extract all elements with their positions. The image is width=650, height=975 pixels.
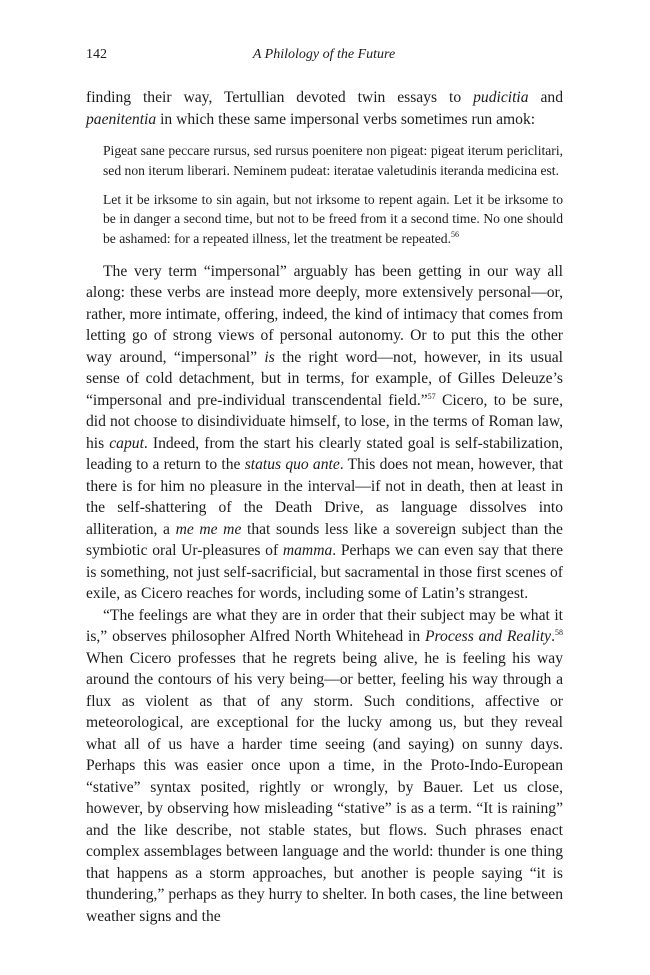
text-run: in which these same impersonal verbs sometimes run amok: xyxy=(156,110,536,128)
italic-term: me me me xyxy=(175,520,242,538)
text-run: . xyxy=(551,628,555,646)
paragraph-whitehead xyxy=(86,605,563,928)
text-run: the right word—not, however, in its usual sense of cold detachment, but in terms, for example, of Gilles Deleuze’s “impersonal and pre-individual transcendental field.” xyxy=(86,348,563,409)
italic-term: is xyxy=(264,348,275,366)
running-title: A Philology of the Future xyxy=(252,47,396,62)
italic-term: status quo ante xyxy=(244,456,340,474)
text-run: “The feelings are what they are in order that their subject may be what it is,” observes philosopher Alfred North Whitehead in xyxy=(86,606,563,646)
text-run: that sounds less like a sovereign subject than the symbiotic oral Ur-pleasures of xyxy=(86,520,563,560)
italic-term: mamma xyxy=(282,542,333,560)
text-run: finding their way, Tertullian devoted twin essays to xyxy=(86,89,474,106)
italic-term: pudicitia xyxy=(473,89,529,106)
text-run: Let it be irksome to sin again, but not irksome to repent again. Let it be irksome to be in danger a second time, but not to be freed from it a second time. No one should be ashamed: for a repeated illness, let the treatment be repeated. xyxy=(103,191,563,247)
footnote-ref: 56 xyxy=(451,230,459,240)
paragraph-impersonal xyxy=(86,261,563,605)
paragraph-intro xyxy=(86,87,563,130)
latin-quote: Pigeat sane peccare rursus, sed rursus poenitere non pigeat: pigeat iterum periclitari, sed non iterum liberari. Neminem pudeat: iteratae valetudinis iteranda medicina est. xyxy=(103,143,563,178)
text-run: and xyxy=(528,89,563,106)
page-number: 142 xyxy=(86,47,107,62)
body-text xyxy=(86,87,563,927)
english-translation xyxy=(103,190,563,249)
footnote-ref: 57 xyxy=(427,391,436,401)
text-run: . This does not mean, however, that there is for him no pleasure in the interval—if not in death, then at least in the self-shattering of the Death Drive, as language dissolves into alliteration, a xyxy=(86,456,563,538)
text-run: The very term “impersonal” arguably has been getting in our way all along: these verbs are instead more deeply, more extensively personal—or, rather, more intimate, offering, indeed, the kind of intimacy that comes from letting go of strong views of personal autonomy. Or to put this the other way around, “impersonal” xyxy=(86,262,563,366)
text-run: . Indeed, from the start his clearly stated goal is self-stabilization, leading to a return to the xyxy=(86,434,563,474)
block-quote xyxy=(103,141,563,249)
text-run: Cicero, to be sure, did not choose to disindividuate himself, to lose, in the terms of Roman law, his xyxy=(86,391,563,452)
italic-term: Process and Reality xyxy=(425,628,552,646)
text-run: . Perhaps we can even say that there is something, not just self-sacrificial, but sacramental in those first scenes of exile, as Cicero reaches for words, including some of Latin’s strangest. xyxy=(86,542,563,603)
italic-term: paenitentia xyxy=(86,110,157,128)
footnote-ref: 58 xyxy=(554,628,563,638)
page-header xyxy=(86,44,562,66)
text-run: When Cicero professes that he regrets being alive, he is feeling his way around the contours of his very being—or better, feeling his way through a flux as violent as that of any storm. Such conditions, affective or meteorological, are exceptional for the lucky among us, but they reveal what all of us have a harder time seeing (and saying) on sunny days. Perhaps this was easier once upon a time, in the Proto-Indo-European “stative” syntax posited, rightly or wrongly, by Bauer. Let us close, however, by observing how misleading “stative” is as a term. “It is raining” and the like describe, not stable states, but flows. Such phrases enact complex assemblages between language and the world: thunder is one thing that happens as a storm approaches, but another is people saying “it is thundering,” perhaps as they hurry to shelter. In both cases, the line between weather signs and the xyxy=(86,649,563,925)
italic-term: caput xyxy=(109,434,144,452)
